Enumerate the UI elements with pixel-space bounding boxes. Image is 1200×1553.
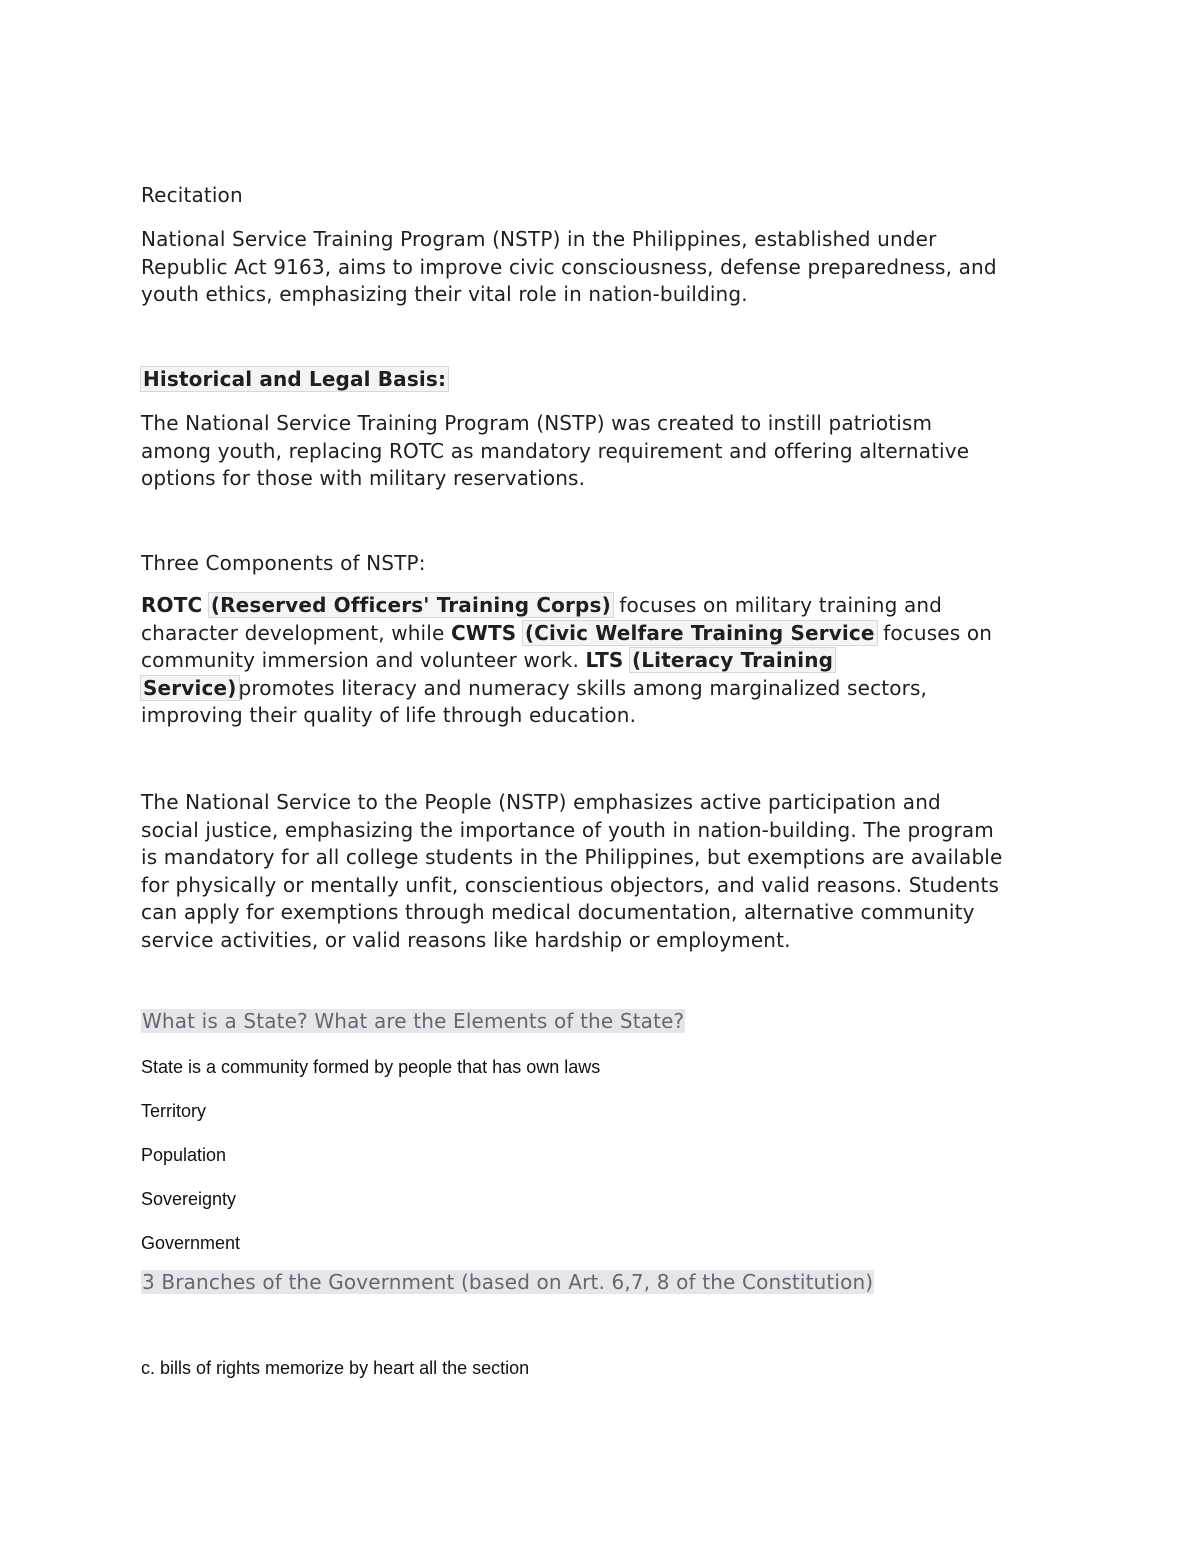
element-government: Government (141, 1233, 241, 1253)
service-line: is mandatory for all college students in the Philippines, but exemptions are available (141, 845, 1003, 869)
cwts-full: (Civic Welfare Training Service (524, 620, 875, 645)
historical-line: among youth, replacing ROTC as mandatory requirement and offering alternative (141, 438, 970, 463)
line3-text: community immersion and volunteer work. (141, 648, 586, 672)
components-line-2 (141, 620, 992, 648)
service-line: for physically or mentally unfit, conscientious objectors, and valid reasons. Students (141, 872, 1000, 897)
cwts-desc: focuses on (876, 620, 993, 645)
service-people-paragraph (141, 789, 1002, 954)
element-population: Population (141, 1145, 227, 1165)
element-sovereignty: Sovereignty (141, 1189, 237, 1209)
historical-heading (141, 366, 448, 394)
rotc-full: (Reserved Officers' Training Corps) (210, 593, 611, 617)
state-question (141, 1008, 685, 1036)
components-paragraph (141, 592, 992, 730)
intro-line: Republic Act 9163, aims to improve civic consciousness, defense preparedness, and (141, 254, 997, 279)
intro-line: National Service Training Program (NSTP) in the Philippines, established under (141, 227, 937, 251)
components-heading: Three Components of NSTP: (141, 551, 426, 575)
historical-line: The National Service Training Program (NSTP) was created to instill patriotism (141, 411, 933, 435)
components-line-1 (141, 592, 992, 620)
state-question-text: What is a State? What are the Elements of the State? (142, 1009, 685, 1033)
cwts-abbr: CWTS (450, 620, 517, 645)
components-line-3 (141, 647, 992, 675)
rotc-desc: focuses on military training and (612, 593, 943, 617)
element-territory: Territory (141, 1101, 207, 1121)
bill-of-rights-note: c. bills of rights memorize by heart all the section (141, 1358, 530, 1378)
rotc-abbr: ROTC (141, 593, 203, 617)
service-line: can apply for exemptions through medical documentation, alternative community (141, 900, 975, 924)
intro-paragraph (141, 226, 997, 309)
doc-title: Recitation (141, 183, 243, 207)
historical-paragraph (141, 410, 969, 493)
branches-heading-text: 3 Branches of the Government (based on Art. 6,7, 8 of the Constitution) (142, 1270, 874, 1294)
historical-line: options for those with military reservations. (141, 466, 586, 490)
components-line-5: improving their quality of life through education. (141, 703, 637, 727)
historical-heading-text: Historical and Legal Basis: (143, 367, 447, 391)
lts-desc: promotes literacy and numeracy skills among marginalized sectors, (238, 675, 928, 700)
state-definition: State is a community formed by people that has own laws (141, 1057, 601, 1077)
lts-full-1: (Literacy Training (632, 648, 834, 672)
components-line-4 (141, 675, 992, 703)
lts-abbr: LTS (585, 648, 624, 672)
intro-line: youth ethics, emphasizing their vital role in nation-building. (141, 282, 748, 306)
branches-heading (141, 1269, 874, 1297)
service-line: The National Service to the People (NSTP) emphasizes active participation and (141, 790, 941, 814)
service-line: service activities, or valid reasons like hardship or employment. (141, 927, 791, 952)
line2-text: character development, while (141, 620, 451, 645)
service-line: social justice, emphasizing the importance of youth in nation-building. The program (141, 817, 994, 842)
lts-full-2: Service) (143, 675, 237, 700)
